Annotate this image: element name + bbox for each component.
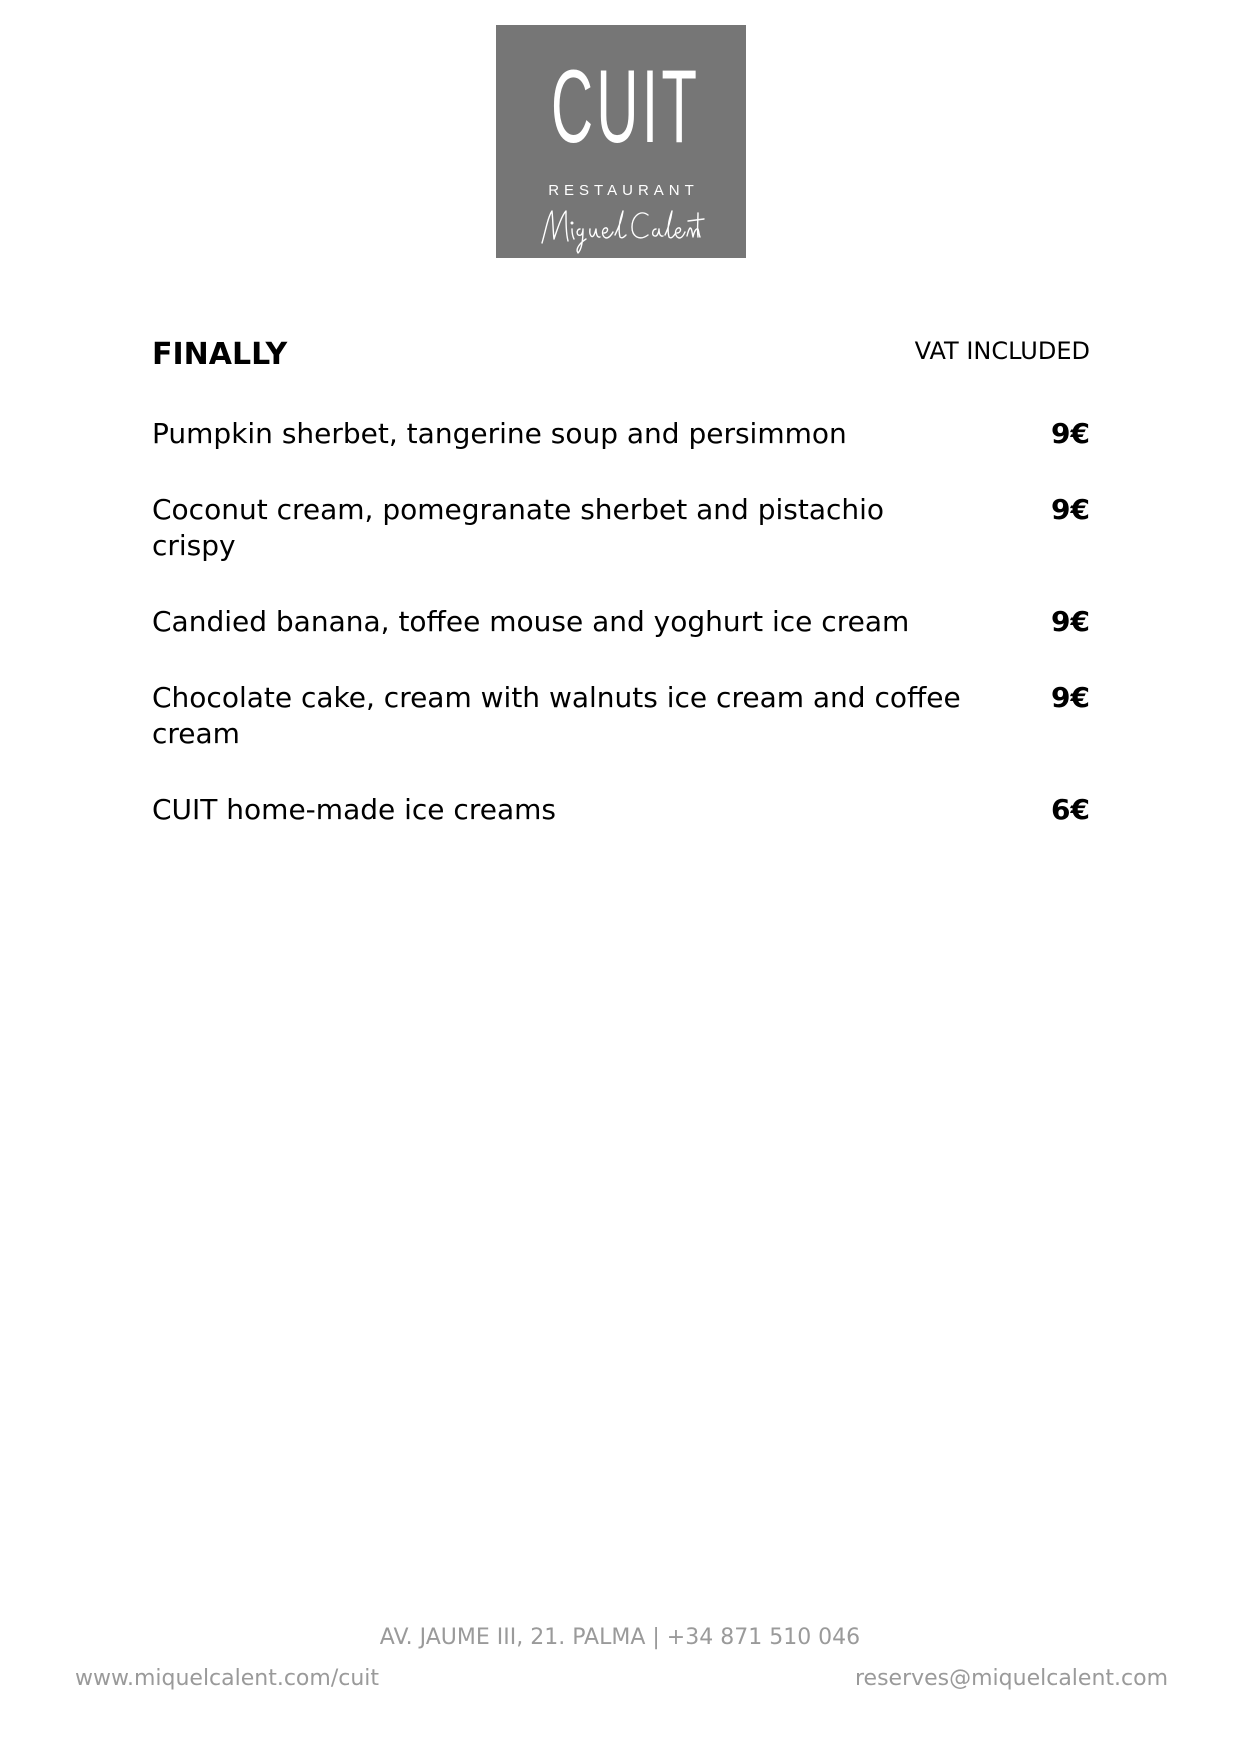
footer-address: AV. JAUME III, 21. PALMA | +34 871 510 046 (379, 1625, 861, 1650)
menu-item (152, 604, 1090, 640)
menu-list (152, 416, 1090, 868)
logo-subtitle: RESTAURANT (548, 182, 699, 199)
section-title: FINALLY (152, 337, 288, 372)
logo-wordmark: CUIT (551, 49, 701, 165)
menu-item (152, 492, 1090, 564)
menu-item-name: CUIT home-made ice creams (152, 793, 556, 826)
menu-item (152, 680, 1090, 752)
menu-item-name: Candied banana, toffee mouse and yoghurt ice cream (152, 605, 910, 638)
menu-item-price: 9€ (1051, 417, 1090, 450)
menu-item-price: 9€ (1051, 681, 1090, 714)
menu-item-price: 6€ (1051, 793, 1090, 826)
menu-item-name: Pumpkin sherbet, tangerine soup and persimmon (152, 417, 847, 450)
logo-signature (536, 199, 706, 255)
footer-website-link[interactable]: www.miquelcalent.com/cuit (75, 1666, 380, 1691)
footer-email-link[interactable]: reserves@miquelcalent.com (854, 1666, 1168, 1691)
menu-item (152, 416, 1090, 452)
vat-note: VAT INCLUDED (914, 337, 1090, 365)
menu-item-name: Coconut cream, pomegranate sherbet and pistachio crispy (152, 493, 885, 562)
restaurant-logo (496, 25, 746, 258)
menu-item (152, 792, 1090, 828)
menu-item-name: Chocolate cake, cream with walnuts ice cream and coffee cream (152, 681, 961, 750)
menu-item-price: 9€ (1051, 493, 1090, 526)
menu-item-price: 9€ (1051, 605, 1090, 638)
